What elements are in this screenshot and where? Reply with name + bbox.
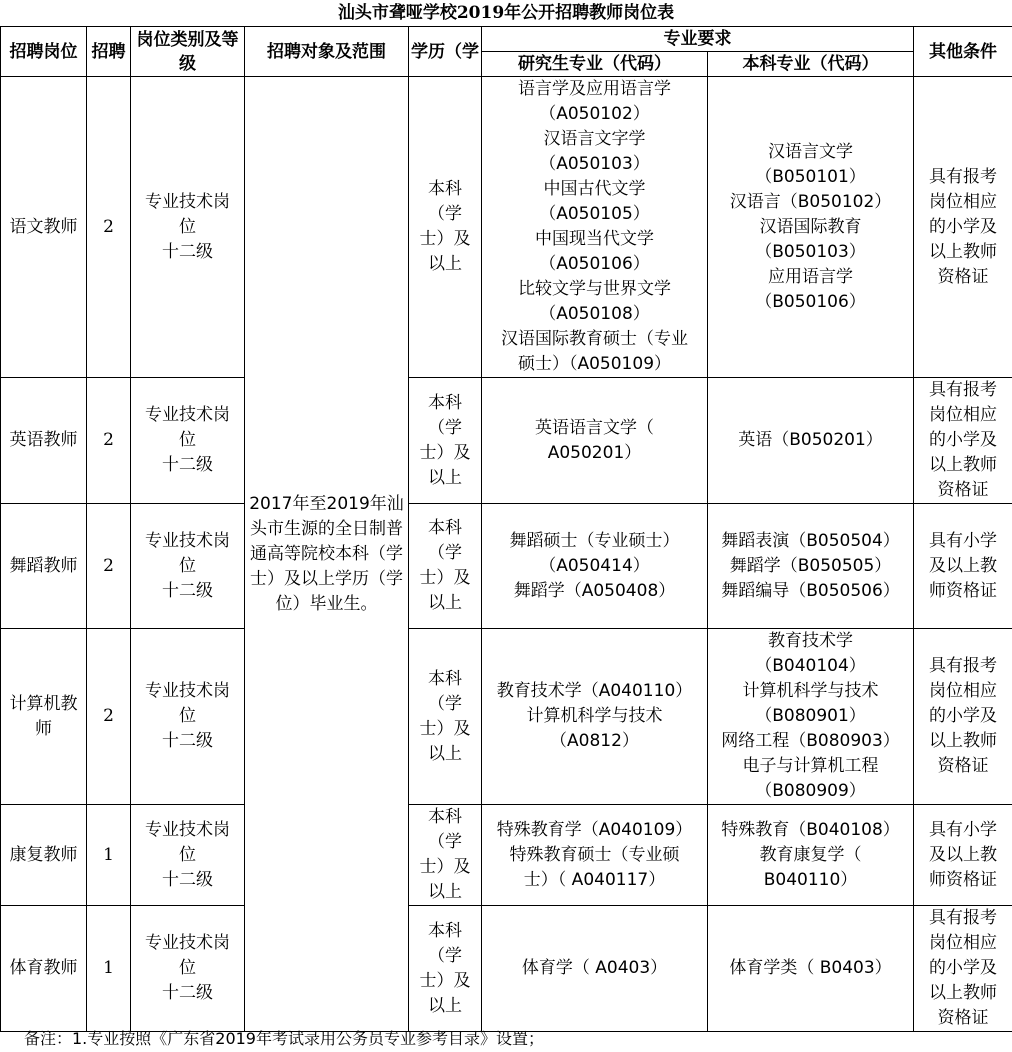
- education-cell: [409, 805, 482, 906]
- cell-line: 具有小学: [929, 530, 997, 551]
- education-cell: [409, 906, 482, 1032]
- cell-line: 岗位相应: [929, 405, 997, 425]
- cell-line: （B080901）: [755, 706, 866, 726]
- cell-line: 具有小学: [929, 819, 997, 840]
- cell-line: 的小学及: [929, 958, 997, 978]
- cell-line: （学: [428, 693, 462, 714]
- count-cell: 1: [87, 805, 131, 906]
- grad-major-cell: [482, 906, 708, 1032]
- table-row: [1, 805, 1012, 906]
- cell-line: （学: [428, 417, 462, 438]
- ug-major-cell: [708, 906, 914, 1032]
- grad-major-cell: [482, 77, 708, 378]
- cell-line: 语言学及应用语言学: [518, 79, 671, 99]
- cell-line: 具有报考: [929, 908, 997, 928]
- cell-line: 教育技术学: [768, 631, 853, 651]
- header-target: 招聘对象及范围: [245, 27, 409, 77]
- header-other: 其他条件: [914, 27, 1012, 77]
- count-cell: 2: [87, 77, 131, 378]
- category-cell: [131, 805, 245, 906]
- cell-line: 计算机科学与技术: [742, 681, 879, 701]
- cell-line: 士）及: [419, 229, 471, 249]
- header-count: 招聘: [87, 27, 131, 77]
- table-row: [1, 504, 1012, 629]
- cell-line: 以上: [428, 995, 462, 1016]
- cell-line: （B050103）: [755, 241, 866, 262]
- cell-line: 专业技术岗: [145, 191, 230, 212]
- cell-line: 硕士）（A050109）: [517, 354, 672, 374]
- grad-major-cell: [482, 378, 708, 504]
- cell-line: 本科: [428, 518, 462, 538]
- education-cell: [409, 378, 482, 504]
- cell-line: 网络工程（B080903）: [721, 731, 900, 751]
- cell-line: 计算机科学与技术: [526, 706, 663, 726]
- cell-line: 专业技术岗: [145, 819, 230, 840]
- cell-line: 资格证: [937, 266, 989, 287]
- cell-line: 十二级: [162, 731, 213, 751]
- cell-line: （B050101）: [755, 166, 866, 187]
- cell-line: 以上教师: [929, 455, 997, 475]
- table-title: 汕头市聋哑学校2019年公开招聘教师岗位表: [337, 3, 675, 23]
- cell-line: （A050103）: [539, 154, 650, 174]
- ug-major-cell: [708, 504, 914, 629]
- count-cell: 2: [87, 629, 131, 805]
- cell-line: 十二级: [162, 455, 213, 475]
- cell-line: 以上: [428, 467, 462, 488]
- count-cell: 1: [87, 906, 131, 1032]
- cell-line: 具有报考: [929, 380, 997, 400]
- cell-line: 士）及: [419, 718, 471, 739]
- cell-line: 士）及: [419, 857, 471, 877]
- cell-line: 舞蹈硕士（专业硕士）: [509, 530, 680, 551]
- category-cell: [131, 77, 245, 378]
- cell-line: 师资格证: [929, 869, 997, 890]
- cell-line: 士）及: [419, 970, 471, 991]
- position-cell: 英语教师: [1, 378, 87, 504]
- cell-line: 以上: [428, 882, 462, 902]
- education-cell: [409, 77, 482, 378]
- cell-line: 舞蹈编导（B050506）: [721, 580, 900, 601]
- header-ug-major: 本科专业（代码）: [708, 52, 914, 77]
- cell-line: 汉语言文学: [768, 141, 853, 162]
- cell-line: 本科: [428, 807, 462, 827]
- cell-line: 特殊教育学（A040109）: [496, 819, 693, 840]
- other-conditions-cell: [914, 77, 1012, 378]
- header-education: 学历（学: [409, 27, 482, 77]
- cell-line: 位: [179, 555, 196, 576]
- cell-line: 师资格证: [929, 580, 997, 601]
- cell-line: 士）（ A040117）: [523, 869, 666, 890]
- ug-major-cell: [708, 378, 914, 504]
- grad-major-cell: [482, 629, 708, 805]
- cell-line: 中国现当代文学: [535, 229, 654, 249]
- cell-line: （A050108）: [539, 304, 650, 324]
- cell-line: 舞蹈学（A050408）: [513, 580, 676, 601]
- cell-line: 以上教师: [929, 241, 997, 262]
- cell-line: 的小学及: [929, 430, 997, 450]
- cell-line: 的小学及: [929, 216, 997, 237]
- cell-line: 具有报考: [929, 656, 997, 676]
- target-text: 2017年至2019年汕头市生源的全日制普通高等院校本科（学士）及以上学历（学位）毕业生。: [249, 493, 404, 614]
- table-row: [1, 378, 1012, 504]
- position-cell: 计算机教师: [1, 629, 87, 805]
- cell-line: 十二级: [162, 241, 213, 262]
- cell-line: 十二级: [162, 869, 213, 890]
- ug-major-cell: [708, 77, 914, 378]
- other-conditions-cell: [914, 629, 1012, 805]
- recruitment-table: [0, 26, 1012, 1032]
- cell-line: 以上: [428, 743, 462, 764]
- cell-line: 汉语国际教育: [759, 216, 862, 237]
- cell-line: （A050414）: [539, 555, 650, 576]
- other-conditions-cell: [914, 906, 1012, 1032]
- cell-line: 汉语言（B050102）: [729, 191, 892, 212]
- table-row: [1, 906, 1012, 1032]
- category-cell: [131, 906, 245, 1032]
- category-cell: [131, 504, 245, 629]
- cell-line: 英语（B050201）: [738, 430, 883, 450]
- cell-line: 岗位相应: [929, 681, 997, 701]
- cell-line: 教育技术学（A040110）: [496, 681, 693, 701]
- cell-line: 应用语言学: [768, 266, 853, 287]
- cell-line: 十二级: [162, 580, 213, 601]
- grad-major-cell: [482, 805, 708, 906]
- cell-line: 本科: [428, 920, 462, 941]
- cell-line: 特殊教育（B040108）: [721, 819, 900, 840]
- cell-line: B040110）: [763, 869, 858, 890]
- cell-line: （B040104）: [755, 656, 866, 676]
- cell-line: A050201）: [547, 442, 642, 463]
- cell-line: 及以上教: [929, 555, 997, 576]
- cell-line: 具有报考: [929, 166, 997, 187]
- cell-line: 以上: [428, 593, 462, 613]
- target-cell: [245, 77, 409, 1032]
- position-cell: 舞蹈教师: [1, 504, 87, 629]
- cell-line: 位: [179, 844, 196, 865]
- cell-line: （A050105）: [539, 204, 650, 224]
- cell-line: （B050106）: [755, 291, 866, 312]
- cell-line: （A0812）: [550, 731, 639, 751]
- cell-line: 专业技术岗: [145, 405, 230, 425]
- cell-line: 专业技术岗: [145, 933, 230, 953]
- cell-line: 专业技术岗: [145, 530, 230, 551]
- cell-line: 以上教师: [929, 983, 997, 1003]
- cell-line: 位: [179, 706, 196, 726]
- table-row: [1, 629, 1012, 805]
- header-grad-major: 研究生专业（代码）: [482, 52, 708, 77]
- cell-line: 汉语国际教育硕士（专业: [501, 329, 688, 349]
- cell-line: 汉语言文字学: [543, 129, 646, 149]
- cell-line: 岗位相应: [929, 933, 997, 953]
- cell-line: （学: [428, 204, 462, 224]
- cell-line: 的小学及: [929, 706, 997, 726]
- cell-line: 本科: [428, 392, 462, 413]
- cell-line: 教育康复学（: [759, 844, 862, 865]
- cell-line: 士）及: [419, 568, 471, 588]
- cell-line: （A050102）: [539, 104, 650, 124]
- ug-major-cell: [708, 629, 914, 805]
- cell-line: 英语语言文学（: [535, 417, 654, 438]
- header-major-requirements: 专业要求: [482, 27, 914, 52]
- cell-line: 本科: [428, 179, 462, 199]
- cell-line: 特殊教育硕士（专业硕: [509, 844, 680, 865]
- cell-line: 位: [179, 958, 196, 978]
- ug-major-cell: [708, 805, 914, 906]
- position-cell: 康复教师: [1, 805, 87, 906]
- cell-line: 比较文学与世界文学: [518, 279, 671, 299]
- count-cell: 2: [87, 504, 131, 629]
- header-category: 岗位类别及等级: [131, 27, 245, 77]
- cell-line: （学: [428, 945, 462, 966]
- category-cell: [131, 629, 245, 805]
- cell-line: 专业技术岗: [145, 681, 230, 701]
- cell-line: （A050106）: [539, 254, 650, 274]
- cell-line: 电子与计算机工程: [742, 756, 879, 776]
- cell-line: 以上教师: [929, 731, 997, 751]
- cell-line: 舞蹈学（B050505）: [729, 555, 892, 576]
- cell-line: 舞蹈表演（B050504）: [721, 530, 900, 551]
- cell-line: 资格证: [937, 1008, 989, 1028]
- grad-major-cell: [482, 504, 708, 629]
- other-conditions-cell: [914, 504, 1012, 629]
- count-cell: 2: [87, 378, 131, 504]
- cell-line: 体育学类（ B0403）: [729, 958, 892, 978]
- cell-line: 岗位相应: [929, 191, 997, 212]
- cell-line: 位: [179, 216, 196, 237]
- cell-line: 中国古代文学: [543, 179, 646, 199]
- cell-line: 体育学（ A0403）: [521, 958, 668, 978]
- cell-line: （学: [428, 832, 462, 852]
- cell-line: （学: [428, 543, 462, 563]
- header-position: 招聘岗位: [1, 27, 87, 77]
- cell-line: 士）及: [419, 442, 471, 463]
- cell-line: （B080909）: [755, 781, 866, 801]
- cell-line: 本科: [428, 668, 462, 689]
- cell-line: 以上: [428, 254, 462, 274]
- position-cell: 体育教师: [1, 906, 87, 1032]
- cell-line: 十二级: [162, 983, 213, 1003]
- table-row: [1, 77, 1012, 378]
- other-conditions-cell: [914, 378, 1012, 504]
- other-conditions-cell: [914, 805, 1012, 906]
- cell-line: 资格证: [937, 480, 989, 500]
- education-cell: [409, 504, 482, 629]
- footnote: 备注：1.专业按照《广东省2019年考试录用公务员专业参考目录》设置；: [24, 1029, 544, 1048]
- position-cell: 语文教师: [1, 77, 87, 378]
- cell-line: 位: [179, 430, 196, 450]
- cell-line: 资格证: [937, 756, 989, 776]
- education-cell: [409, 629, 482, 805]
- cell-line: 及以上教: [929, 844, 997, 865]
- category-cell: [131, 378, 245, 504]
